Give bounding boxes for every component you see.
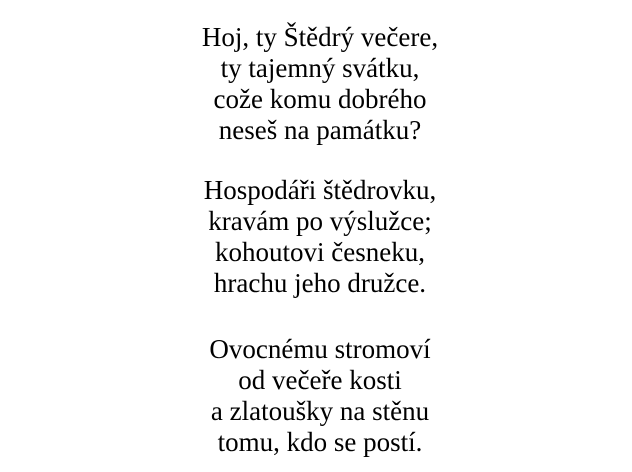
stanza-1-line-2: ty tajemný svátku,	[220, 53, 420, 83]
stanza-1-line-4: neseš na památku?	[218, 115, 422, 145]
stanza-2-line-1: Hospodáři štědrovku,	[203, 175, 437, 205]
stanza-2-line-3: kohoutovi česneku,	[215, 237, 425, 267]
stanza-1	[0, 22, 632, 146]
stanza-3	[0, 334, 632, 458]
stanza-2	[0, 175, 632, 299]
stanza-2-line-2: kravám po výslužce;	[208, 206, 432, 236]
stanza-1-line-1: Hoj, ty Štědrý večere,	[201, 22, 439, 52]
stanza-3-line-2: od večeře kosti	[238, 365, 402, 395]
stanza-3-line-3: a zlatoušky na stěnu	[210, 396, 430, 426]
stanza-3-line-1: Ovocnému stromoví	[209, 334, 431, 364]
stanza-3-line-4: tomu, kdo se postí.	[217, 427, 423, 457]
stanza-1-line-3: cože komu dobrého	[213, 84, 427, 114]
stanza-2-line-4: hrachu jeho družce.	[213, 268, 427, 298]
